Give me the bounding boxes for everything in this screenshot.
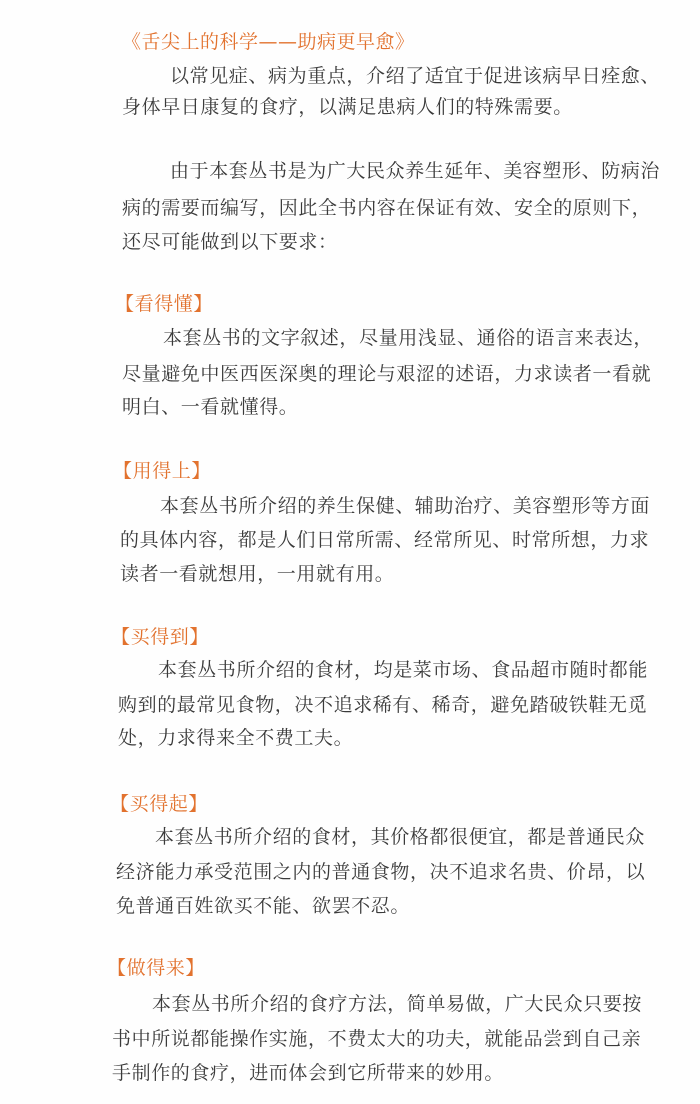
section-4-line-3: 免普通百姓欲买不能、欲罢不忍。	[116, 895, 411, 917]
section-5-line-2: 书中所说都能操作实施，不费太大的功夫，就能品尝到自己亲	[112, 1028, 642, 1050]
section-1-line-2: 尽量避免中医西医深奥的理论与艰涩的述语，力求读者一看就	[122, 363, 652, 385]
section-5-line-3: 手制作的食疗，进而体会到它所带来的妙用。	[112, 1062, 505, 1084]
intro-line-2: 身体早日康复的食疗，以满足患病人们的特殊需要。	[122, 96, 573, 118]
section-1-line-1: 本套丛书的文字叙述，尽量用浅显、通俗的语言来表达，	[163, 327, 654, 349]
intro-line-1: 以常见症、病为重点，介绍了适宜于促进该病早日痊愈、	[170, 65, 661, 87]
section-1-line-3: 明白、一看就懂得。	[122, 396, 299, 418]
section-2-line-1: 本套丛书所介绍的养生保健、辅助治疗、美容塑形等方面	[160, 495, 651, 517]
section-heading-maidedao: 【买得到】	[111, 626, 210, 648]
section-heading-kandedong: 【看得懂】	[115, 293, 214, 315]
section-4-line-2: 经济能力承受范围之内的普通食物，决不追求名贵、价昂，以	[116, 861, 646, 883]
purpose-line-2: 病的需要而编写，因此全书内容在保证有效、安全的原则下，	[122, 197, 652, 219]
section-4-line-1: 本套丛书所介绍的食材，其价格都很便宜，都是普通民众	[155, 826, 646, 848]
section-3-line-2: 购到的最常见食物，决不追求稀有、稀奇，避免踏破铁鞋无觅	[118, 694, 648, 716]
purpose-line-3: 还尽可能做到以下要求：	[122, 231, 338, 253]
section-5-line-1: 本套丛书所介绍的食疗方法，简单易做，广大民众只要按	[152, 993, 643, 1015]
section-heading-zuodelai: 【做得来】	[107, 957, 206, 979]
book-title: 《舌尖上的科学——助病更早愈》	[122, 31, 415, 53]
section-2-line-3: 读者一看就想用，一用就有用。	[120, 563, 395, 585]
section-heading-yongdeshang: 【用得上】	[113, 460, 212, 482]
section-2-line-2: 的具体内容，都是人们日常所需、经常所见、时常所想，力求	[120, 529, 650, 551]
purpose-line-1: 由于本套丛书是为广大民众养生延年、美容塑形、防病治	[170, 160, 661, 182]
section-heading-maideqi: 【买得起】	[110, 793, 209, 815]
section-3-line-3: 处，力求得来全不费工夫。	[118, 727, 354, 749]
section-3-line-1: 本套丛书所介绍的食材，均是菜市场、食品超市随时都能	[158, 659, 649, 681]
